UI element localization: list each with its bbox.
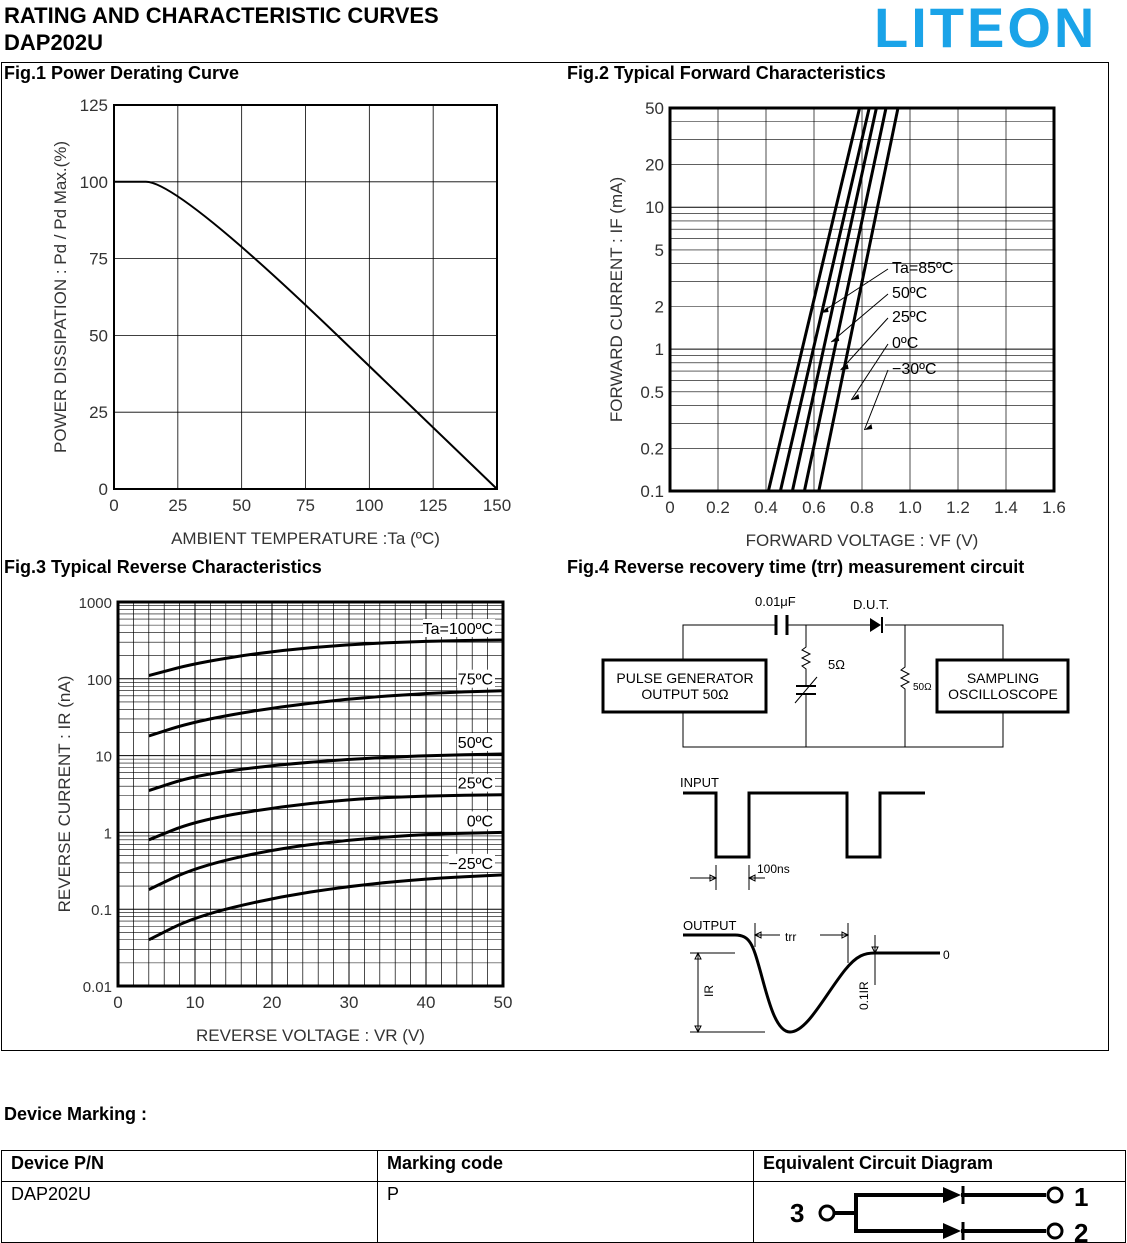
- trr-measurement-circuit: [595, 585, 1095, 1045]
- series-line: [149, 875, 503, 940]
- input-waveform: [683, 793, 925, 857]
- zero-level-label: 0: [943, 948, 950, 962]
- wire-bottom: [683, 710, 1003, 747]
- x-axis-label: REVERSE VOLTAGE : VR (V): [196, 1026, 425, 1045]
- series-label: 25ºC: [457, 775, 493, 793]
- pin-2-terminal: [1048, 1224, 1062, 1238]
- y-tick-label: 20: [645, 155, 664, 175]
- fig4-title: Fig.4 Reverse recovery time (trr) measurement circuit: [567, 557, 1025, 577]
- resistor-50ohm: [901, 625, 909, 747]
- tenth-ir-label: 0.1IR: [857, 981, 871, 1010]
- x-tick-label: 0.2: [706, 498, 730, 517]
- x-tick-label: 100: [355, 496, 384, 515]
- x-tick-label: 50: [493, 993, 513, 1012]
- resistor-5ohm-label: 5Ω: [828, 657, 845, 672]
- series-label: −30ºC: [892, 361, 937, 378]
- dut-diode-symbol: [870, 617, 882, 633]
- y-tick-label: 1: [103, 825, 112, 843]
- pulse-gen-label-1: PULSE GENERATOR: [616, 670, 754, 686]
- pin-3-label: 3: [790, 1198, 805, 1228]
- power-derating-chart: [40, 90, 530, 555]
- series-label: −25ºC: [448, 855, 493, 873]
- y-tick-label: 10: [95, 748, 112, 766]
- diode-2-symbol: [943, 1223, 961, 1239]
- pulse-width-label: 100ns: [757, 862, 790, 876]
- y-tick-label: 1: [654, 340, 664, 360]
- cell-device-pn: DAP202U: [2, 1182, 378, 1243]
- x-tick-label: 10: [185, 993, 205, 1012]
- scope-label-2: OSCILLOSCOPE: [948, 686, 1058, 702]
- y-axis-label: POWER DISSIPATION : Pd / Pd Max.(%): [51, 140, 70, 454]
- series-label: 25ºC: [892, 309, 928, 326]
- title-line-1: RATING AND CHARACTERISTIC CURVES: [4, 3, 439, 28]
- trr-dimension: [690, 923, 878, 1032]
- table-header-row: [2, 1151, 1126, 1182]
- resistor-50ohm-label: 50Ω: [913, 682, 932, 693]
- dut-label: D.U.T.: [853, 597, 890, 612]
- y-tick-label: 0.1: [91, 902, 112, 920]
- col-circuit-diagram: Equivalent Circuit Diagram: [754, 1151, 1126, 1182]
- document-title: [4, 2, 439, 56]
- x-tick-label: 0.6: [802, 498, 826, 517]
- x-tick-label: 125: [418, 496, 448, 515]
- y-tick-label: 2: [654, 297, 664, 317]
- capacitor-symbol: [776, 615, 787, 635]
- pin-3-terminal: [820, 1206, 834, 1220]
- series-label: 0ºC: [892, 335, 919, 352]
- y-tick-label: 1000: [78, 595, 112, 612]
- y-tick-label: 10: [645, 198, 664, 218]
- x-axis-label: FORWARD VOLTAGE : VF (V): [745, 531, 979, 550]
- fig2-title: Fig.2 Typical Forward Characteristics: [567, 63, 886, 83]
- pulse-gen-label-2: OUTPUT 50Ω: [641, 686, 729, 702]
- y-tick-label: 100: [86, 671, 112, 689]
- y-axis-label: FORWARD CURRENT : IF (mA): [607, 176, 626, 423]
- reverse-characteristics-chart: [40, 585, 530, 1045]
- fig3-title: Fig.3 Typical Reverse Characteristics: [4, 557, 322, 577]
- y-tick-label: 100: [79, 172, 108, 192]
- x-tick-label: 30: [339, 993, 359, 1012]
- fig1-title: Fig.1 Power Derating Curve: [4, 63, 240, 83]
- x-tick-label: 1.6: [1042, 498, 1066, 517]
- output-waveform: [683, 935, 940, 1032]
- device-marking-table: [1, 1150, 1126, 1243]
- wire-top-right: [885, 625, 1003, 660]
- x-tick-label: 0: [109, 496, 119, 515]
- equivalent-circuit-diagram: [754, 1182, 1124, 1242]
- y-tick-label: 0: [98, 480, 108, 499]
- y-tick-label: 5: [654, 240, 664, 260]
- x-tick-label: 50: [232, 496, 252, 515]
- title-line-2: DAP202U: [4, 30, 104, 55]
- x-tick-label: 150: [482, 496, 512, 515]
- x-tick-label: 0: [113, 993, 123, 1012]
- x-tick-label: 75: [296, 496, 315, 515]
- pin-1-terminal: [1048, 1188, 1062, 1202]
- forward-characteristics-chart: [600, 90, 1090, 555]
- pin-2-label: 2: [1074, 1218, 1089, 1242]
- y-tick-label: 75: [89, 249, 108, 269]
- plot-frame: [118, 602, 503, 986]
- y-tick-label: 50: [89, 326, 108, 346]
- y-tick-label: 0.01: [82, 979, 112, 996]
- col-marking-code: Marking code: [378, 1151, 754, 1182]
- cell-circuit-diagram: [754, 1182, 1126, 1243]
- pulse-width-dimension: [690, 865, 765, 890]
- liteon-logo: [872, 0, 1112, 52]
- table-row: [2, 1182, 1126, 1243]
- scope-label-1: SAMPLING: [966, 670, 1040, 686]
- x-tick-label: 0: [665, 498, 675, 517]
- y-tick-label: 0.2: [640, 439, 664, 459]
- series-label: 50ºC: [892, 285, 928, 302]
- ir-label: IR: [702, 985, 716, 997]
- series-line: [149, 691, 503, 736]
- series-label: 75ºC: [457, 671, 493, 689]
- x-tick-label: 1.4: [994, 498, 1018, 517]
- col-device-pn: Device P/N: [2, 1151, 378, 1182]
- y-tick-label: 25: [89, 403, 108, 423]
- device-marking-label: Device Marking :: [4, 1104, 148, 1124]
- series-line: [149, 754, 503, 791]
- y-axis-label: REVERSE CURRENT : IR (nA): [55, 675, 74, 913]
- series-line: [149, 640, 503, 676]
- y-tick-label: 0.5: [640, 382, 664, 402]
- y-tick-label: 0.1: [640, 482, 664, 501]
- label-leader-line: [864, 370, 888, 430]
- y-tick-label: 50: [645, 99, 664, 118]
- x-tick-label: 0.8: [850, 498, 874, 517]
- output-waveform-label: OUTPUT: [683, 918, 737, 933]
- x-tick-label: 40: [416, 993, 436, 1012]
- series-label: 50ºC: [457, 734, 493, 752]
- x-axis-label: AMBIENT TEMPERATURE :Ta (ºC): [171, 529, 440, 548]
- series-line: [819, 108, 898, 491]
- cell-marking-code: P: [378, 1182, 754, 1243]
- y-tick-label: 125: [79, 96, 108, 115]
- x-tick-label: 0.4: [754, 498, 778, 517]
- diode-1-symbol: [943, 1187, 961, 1203]
- circuit-wires: [834, 1186, 1046, 1240]
- logo-text: LITEON: [874, 0, 1098, 52]
- pin-1-label: 1: [1074, 1182, 1089, 1212]
- x-tick-label: 20: [262, 993, 282, 1012]
- x-tick-label: 25: [168, 496, 188, 515]
- capacitor-label: 0.01μF: [755, 594, 796, 609]
- series-label: Ta=100ºC: [422, 621, 493, 639]
- x-tick-label: 1.2: [946, 498, 970, 517]
- series-line: [780, 108, 869, 491]
- resistor-5ohm: [802, 625, 810, 685]
- series-label: Ta=85ºC: [892, 260, 954, 277]
- x-tick-label: 1.0: [898, 498, 922, 517]
- series-line: [792, 108, 876, 491]
- label-leader-arrow: [851, 394, 859, 400]
- input-waveform-label: INPUT: [680, 775, 719, 790]
- series-label: 0ºC: [466, 813, 493, 831]
- trr-label: trr: [785, 930, 797, 944]
